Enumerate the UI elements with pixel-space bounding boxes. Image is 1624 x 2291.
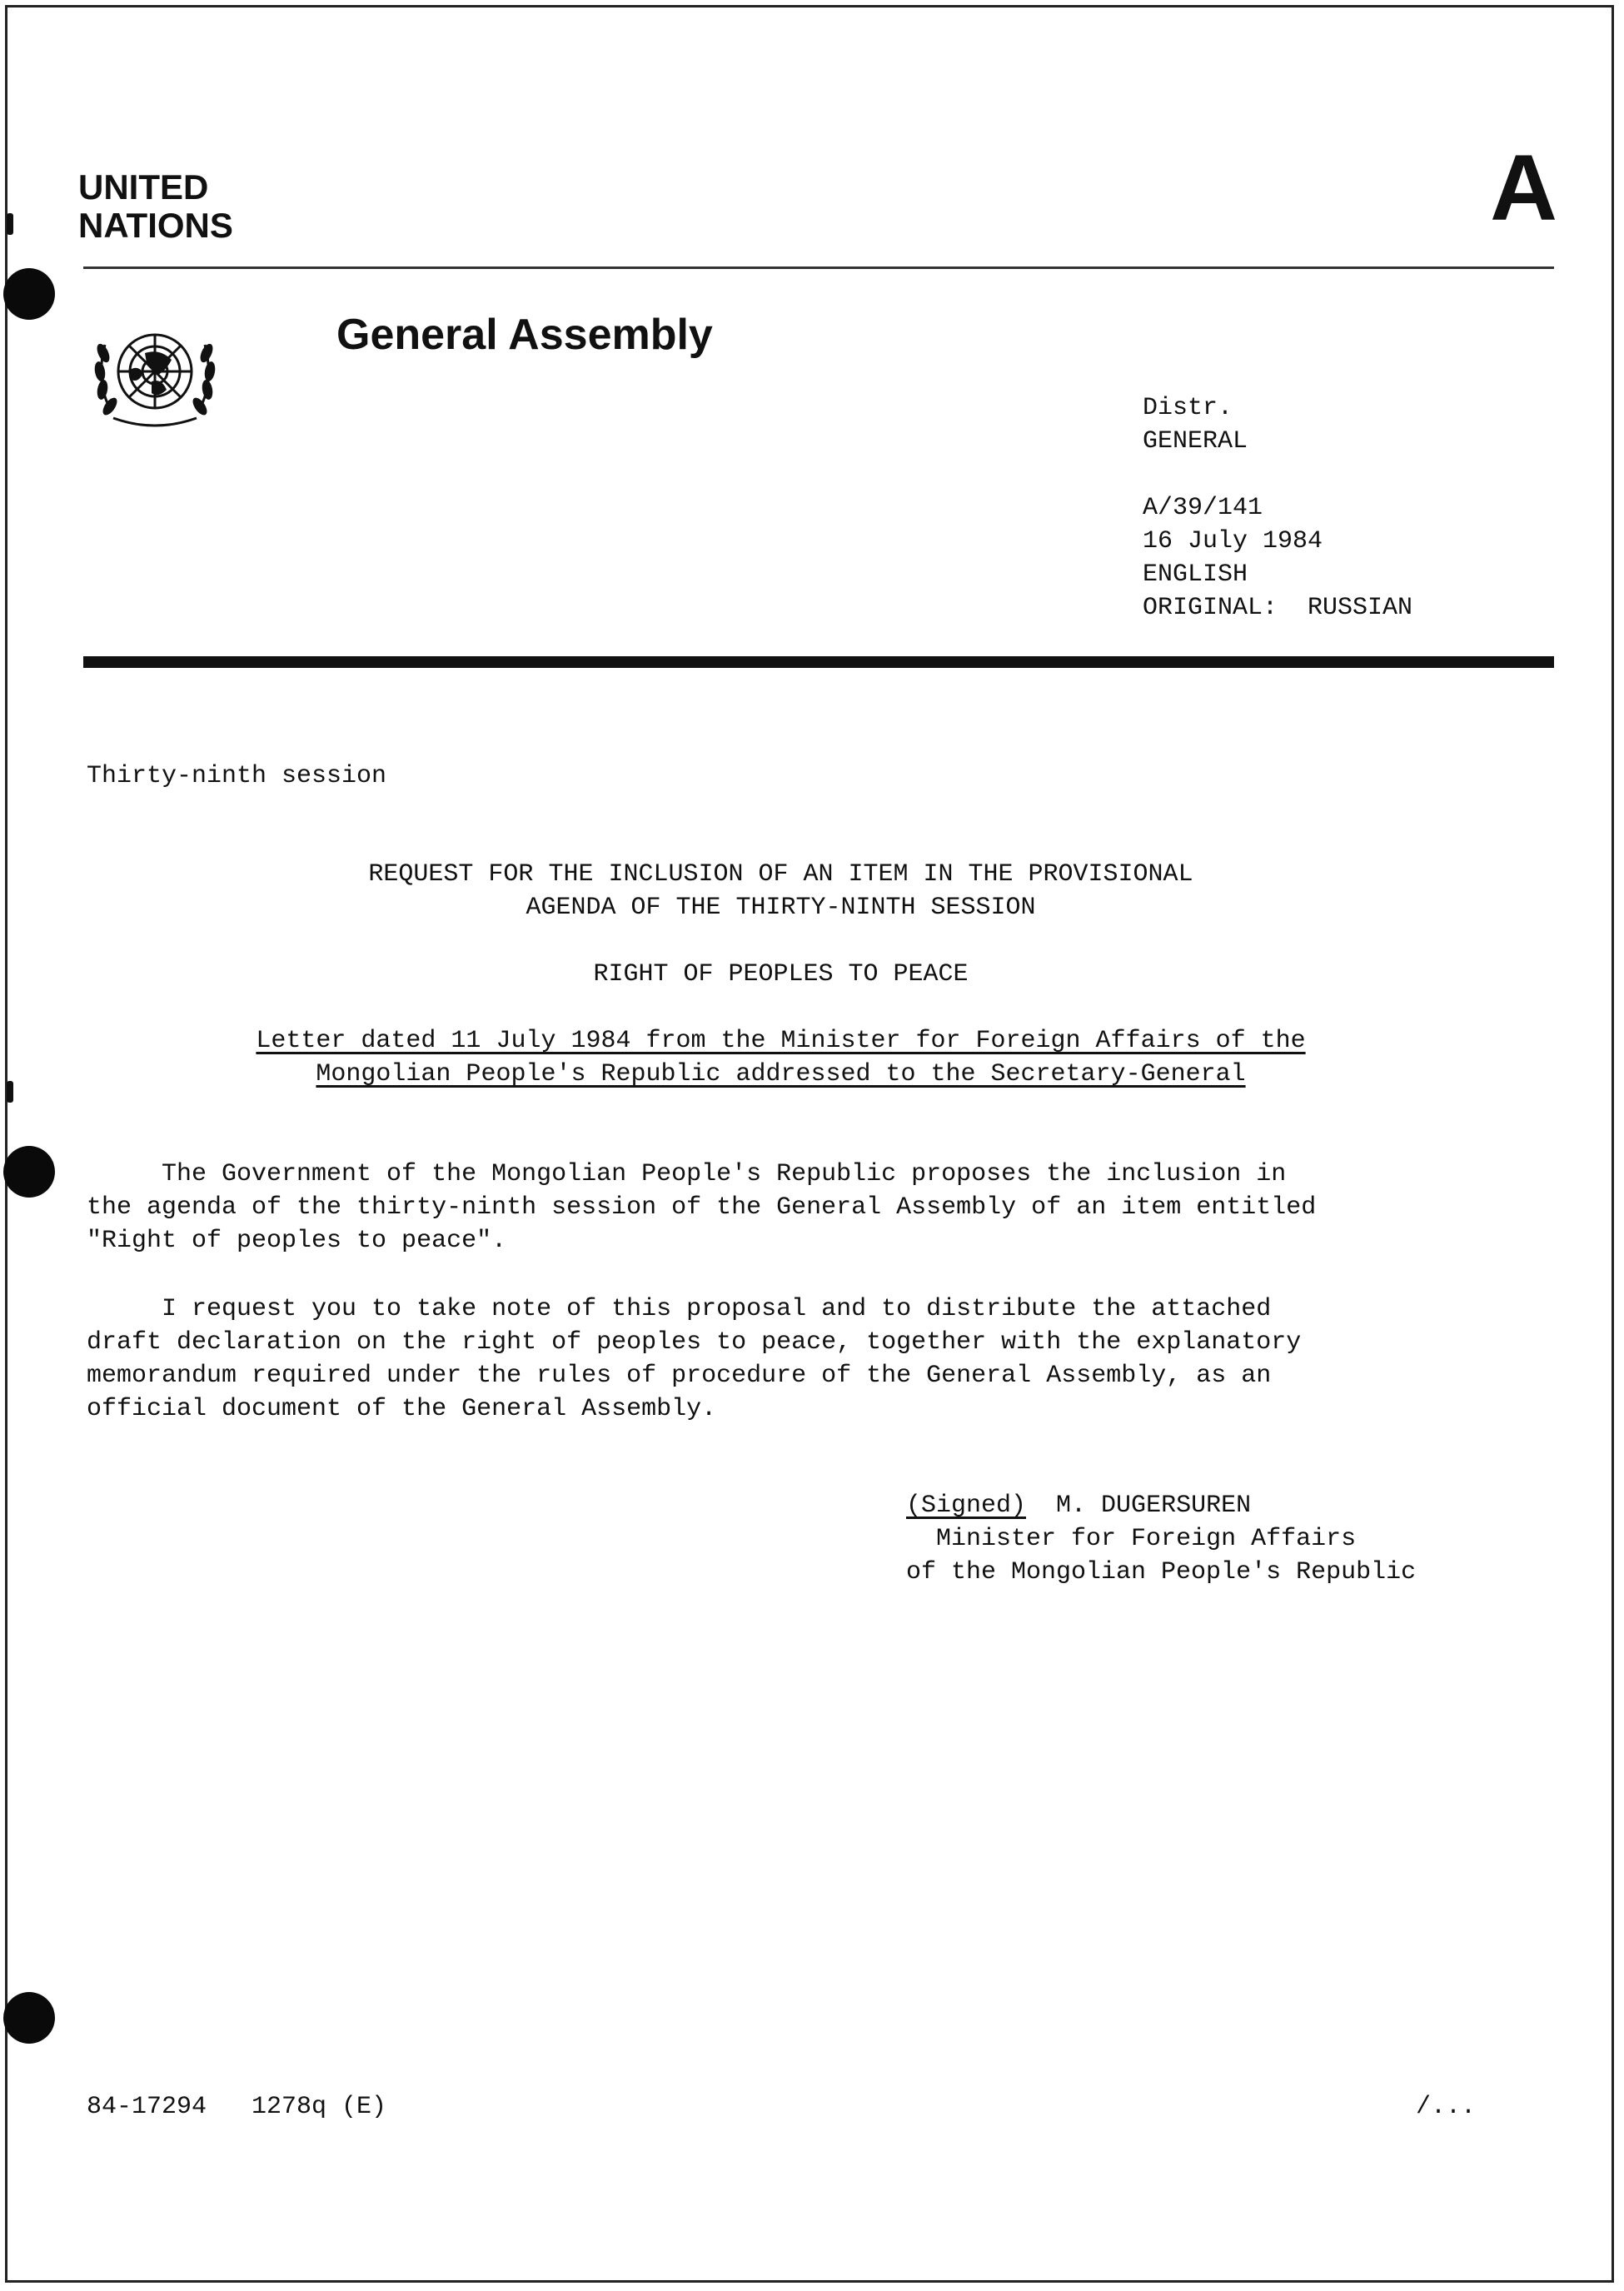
request-title-line-1: REQUEST FOR THE INCLUSION OF AN ITEM IN THE PROVISIONAL [368,860,1193,889]
document-series-letter: A [1490,136,1557,240]
paragraph-line: draft declaration on the right of peoples to peace, together with the explanatory [87,1328,1302,1357]
signatory-title-line-1: Minister for Foreign Affairs [936,1525,1357,1553]
organ-title: General Assembly [336,311,713,359]
organization-name [78,168,233,245]
original-language: ORIGINAL: RUSSIAN [1143,594,1413,622]
organization-line-1: UNITED [78,167,209,207]
letter-title-line-2: Mongolian People's Republic addressed to the Secretary-General [316,1060,1246,1088]
distr-label: Distr. [1143,394,1233,422]
organization-line-2: NATIONS [78,206,233,245]
signatory-title-line-2: of the Mongolian People's Republic [906,1558,1417,1586]
paragraph-line: The Government of the Mongolian People's Republic proposes the inclusion in [87,1160,1287,1188]
document-language: ENGLISH [1143,560,1248,589]
signature-block [906,1489,1416,1589]
paragraph-line: official document of the General Assembly. [87,1395,717,1423]
paragraph [87,1292,1502,1426]
paragraph-line: I request you to take note of this proposal and to distribute the attached [87,1295,1272,1323]
paragraph-line: "Right of peoples to peace". [87,1227,507,1255]
punch-hole [3,1146,55,1198]
agenda-item-title: RIGHT OF PEOPLES TO PEACE [593,960,969,989]
distr-spacer [1143,458,1412,491]
signed-label: (Signed) [906,1492,1027,1520]
page-frame [5,5,1614,2283]
document-date: 16 July 1984 [1143,527,1323,555]
paragraph-line: memorandum required under the rules of procedure of the General Assembly, as an [87,1362,1272,1390]
header-divider [83,266,1554,269]
punch-hole [3,268,55,320]
session-label: Thirty-ninth session [87,762,387,790]
edge-mark [7,213,13,235]
request-title-line-2: AGENDA OF THE THIRTY-NINTH SESSION [526,894,1036,922]
job-code: 84-17294 1278q (E) [87,2093,387,2121]
signatory-name: M. DUGERSUREN [1056,1492,1252,1520]
distr-type: GENERAL [1143,427,1248,456]
letter-title [0,1024,1562,1091]
paragraph-line: the agenda of the thirty-ninth session of the General Assembly of an item entitled [87,1193,1317,1222]
document-number: A/39/141 [1143,494,1263,522]
un-emblem-icon [80,311,230,436]
request-title [0,858,1562,924]
paragraph [87,1158,1502,1258]
continuation-mark: /... [1415,2093,1476,2121]
punch-hole [3,1992,55,2044]
header-thick-divider [83,656,1554,668]
letter-title-line-1: Letter dated 11 July 1984 from the Minister for Foreign Affairs of the [256,1027,1306,1055]
distribution-block [1143,391,1412,625]
